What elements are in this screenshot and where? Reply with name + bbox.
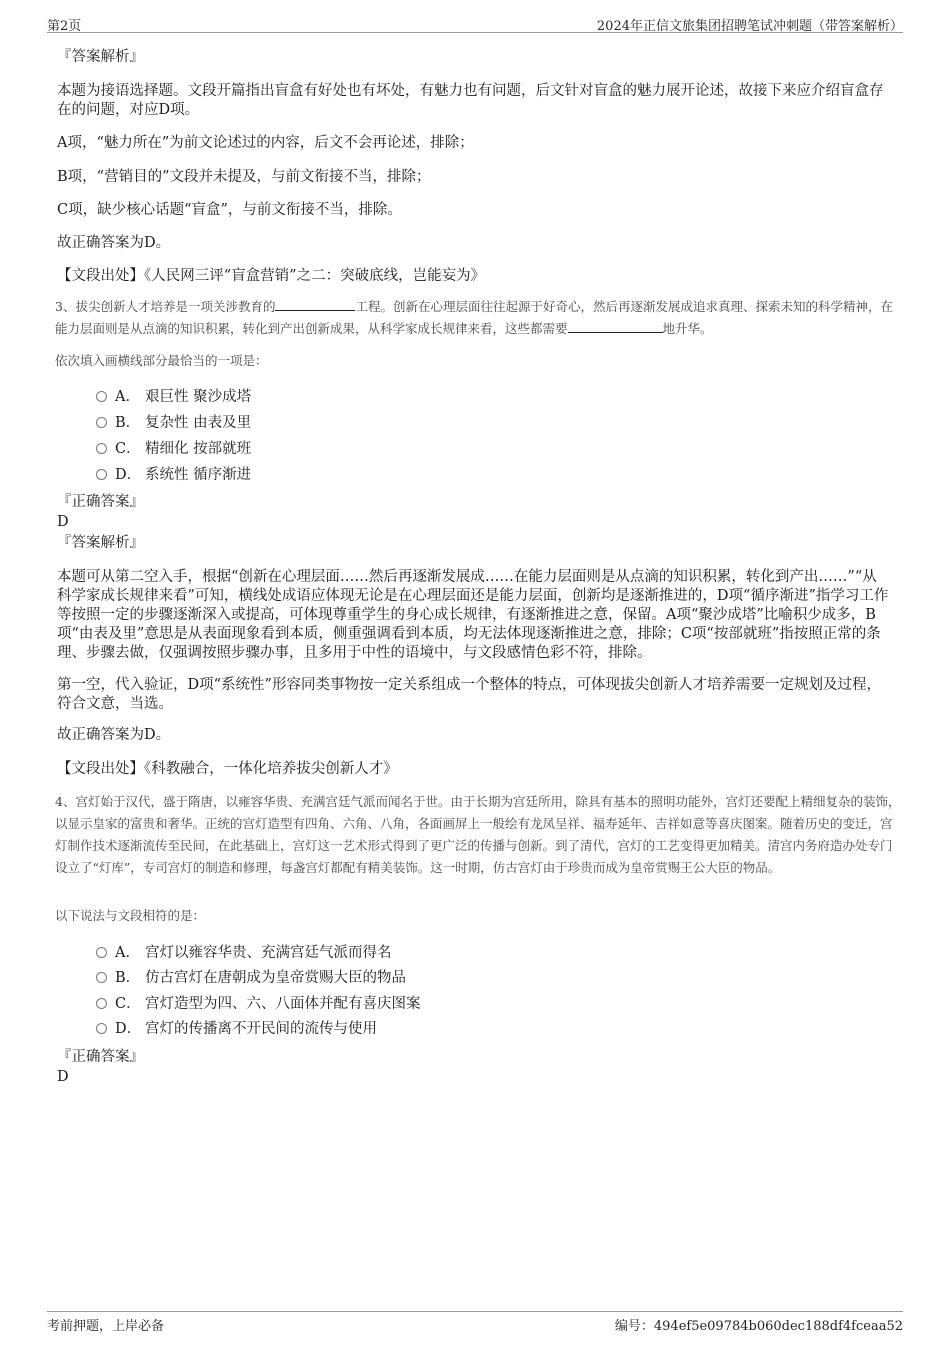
q3-blank-2 (568, 320, 663, 333)
q2-option-a-note: A项，“魅力所在”为前文论述过的内容，后文不会再论述，排除； (57, 135, 474, 151)
option-letter: A． (115, 389, 140, 405)
radio-icon[interactable] (96, 417, 107, 428)
radio-icon[interactable] (96, 998, 107, 1009)
q3-option-a[interactable] (96, 387, 251, 407)
q4-option-c[interactable] (96, 994, 421, 1014)
option-text: 宫灯的传播离不开民间的流传与使用 (145, 1021, 377, 1037)
q3-analysis-1: 本题可从第二空入手，根据“创新在心理层面……然后再逐渐发展成……在能力层面则是从点滴的知识积累，转化到产出……”“从科学家成长规律来看”可知，横线处成语应体现无论是在心理层面还是能力层面，创新均是逐渐推进的，D项“循序渐进”指学习工作等按照一定的步骤逐渐深入或提高，可体现尊重学生的身心成长规律，有逐渐推进之意，保留。A项“聚沙成塔”比喻积少成多，B项“由表及里”意思是从表面现象看到本质，侧重强调看到本质，均无法体现逐渐推进之意，排除；C项“按部就班”指按照正常的条理、步骤去做，仅强调按照步骤办事，且多用于中性的语境中，与文段感情色彩不符，排除。 (57, 569, 889, 661)
radio-icon[interactable] (96, 947, 107, 958)
q3-stem-part3: 地升华。 (662, 321, 713, 336)
q3-stem (55, 296, 903, 340)
q3-stem-part2: 工程。创新在心理层面往往起源于好奇心，然后再逐渐发展成追求真理、探索未知的科学精神，在能力层面则是从点滴的知识积累，转化到产出创新成果，从科学家成长规律来看，这些都需要 (55, 299, 893, 336)
option-text: 仿古宫灯在唐朝成为皇帝赏赐大臣的物品 (145, 970, 406, 986)
q3-answer: D (57, 514, 69, 530)
q3-answer-label: 『正确答案』 (57, 494, 144, 510)
footer-slogan: 考前押题，上岸必备 (47, 1319, 165, 1334)
q4-answer: D (57, 1069, 69, 1085)
page-footer (47, 1311, 903, 1332)
q2-analysis-text: 本题为接语选择题。文段开篇指出盲盒有好处也有坏处，有魅力也有问题，后文针对盲盒的魅力展开论述，故接下来应介绍盲盒存在的问题，对应D项。 (57, 83, 884, 118)
radio-icon[interactable] (96, 443, 107, 454)
q4-option-a[interactable] (96, 943, 392, 963)
option-text: 精细化 按部就班 (145, 441, 252, 457)
option-letter: D． (115, 1021, 142, 1037)
q3-blank-1 (275, 298, 355, 311)
q4-option-b[interactable] (96, 968, 406, 988)
option-letter: C． (115, 996, 141, 1012)
option-text: 宫灯造型为四、六、八面体并配有喜庆图案 (145, 996, 421, 1012)
q3-option-b[interactable] (96, 413, 251, 433)
q2-conclusion: 故正确答案为D。 (57, 235, 171, 251)
option-text: 复杂性 由表及里 (145, 415, 252, 431)
q4-answer-label: 『正确答案』 (57, 1049, 144, 1065)
option-letter: A． (115, 945, 140, 961)
q3-option-c[interactable] (96, 439, 251, 459)
q3-option-d[interactable] (96, 465, 251, 485)
q3-analysis-2: 第一空，代入验证，D项“系统性”形容同类事物按一定关系组成一个整体的特点，可体现拔尖创新人才培养需要一定规划及过程，符合文意，当选。 (57, 677, 881, 712)
option-letter: B． (115, 970, 141, 986)
q2-analysis-label: 『答案解析』 (57, 49, 144, 65)
option-letter: D． (115, 467, 142, 483)
radio-icon[interactable] (96, 391, 107, 402)
option-text: 系统性 循序渐进 (145, 467, 252, 483)
q3-conclusion: 故正确答案为D。 (57, 727, 171, 743)
document-title: 2024年正信文旅集团招聘笔试冲刺题（带答案解析） (596, 19, 903, 34)
q4-prompt: 以下说法与文段相符的是： (55, 908, 206, 923)
q2-option-b-note: B项，“营销目的”文段并未提及，与前文衔接不当，排除； (57, 169, 431, 185)
option-letter: B． (115, 415, 141, 431)
q4-option-d[interactable] (96, 1019, 377, 1039)
document-id: 编号：494ef5e09784b060dec188df4fceaa52 (614, 1319, 903, 1334)
q3-prompt: 依次填入画横线部分最恰当的一项是： (55, 353, 268, 368)
q3-stem-part1: 3、拔尖创新人才培养是一项关涉教育的 (55, 299, 276, 314)
option-letter: C． (115, 441, 141, 457)
option-text: 宫灯以雍容华贵、充满宫廷气派而得名 (145, 945, 392, 961)
page-number: 第2页 (47, 19, 82, 34)
radio-icon[interactable] (96, 469, 107, 480)
radio-icon[interactable] (96, 972, 107, 983)
q3-source: 【文段出处】《科教融合，一体化培养拔尖创新人才》 (57, 761, 398, 777)
option-text: 艰巨性 聚沙成塔 (145, 389, 252, 405)
q3-analysis-label: 『答案解析』 (57, 535, 144, 551)
radio-icon[interactable] (96, 1023, 107, 1034)
q2-source: 【文段出处】《人民网三评“盲盒营销”之二：突破底线，岂能妄为》 (57, 268, 486, 284)
q4-stem: 4、宫灯始于汉代，盛于隋唐，以雍容华贵、充满宫廷气派而闻名于世。由于长期为宫廷所用，除具有基本的照明功能外，宫灯还要配上精细复杂的装饰，以显示皇家的富贵和奢华。正统的宫灯造型有四角、六角、八角，各面画屏上一般绘有龙凤呈祥、福寿延年、吉祥如意等喜庆图案。随着历史的变迁，宫灯制作技术逐渐流传至民间，在此基础上，宫灯这一艺术形式得到了更广泛的传播与创新。到了清代，宫灯的工艺变得更加精美。清宫内务府造办处专门设立了“灯库”，专司宫灯的制造和修理，每盏宫灯都配有精美装饰。这一时期，仿古宫灯由于珍贵而成为皇帝赏赐王公大臣的物品。 (55, 794, 901, 875)
q2-option-c-note: C项，缺少核心话题“盲盒”，与前文衔接不当，排除。 (57, 202, 402, 218)
